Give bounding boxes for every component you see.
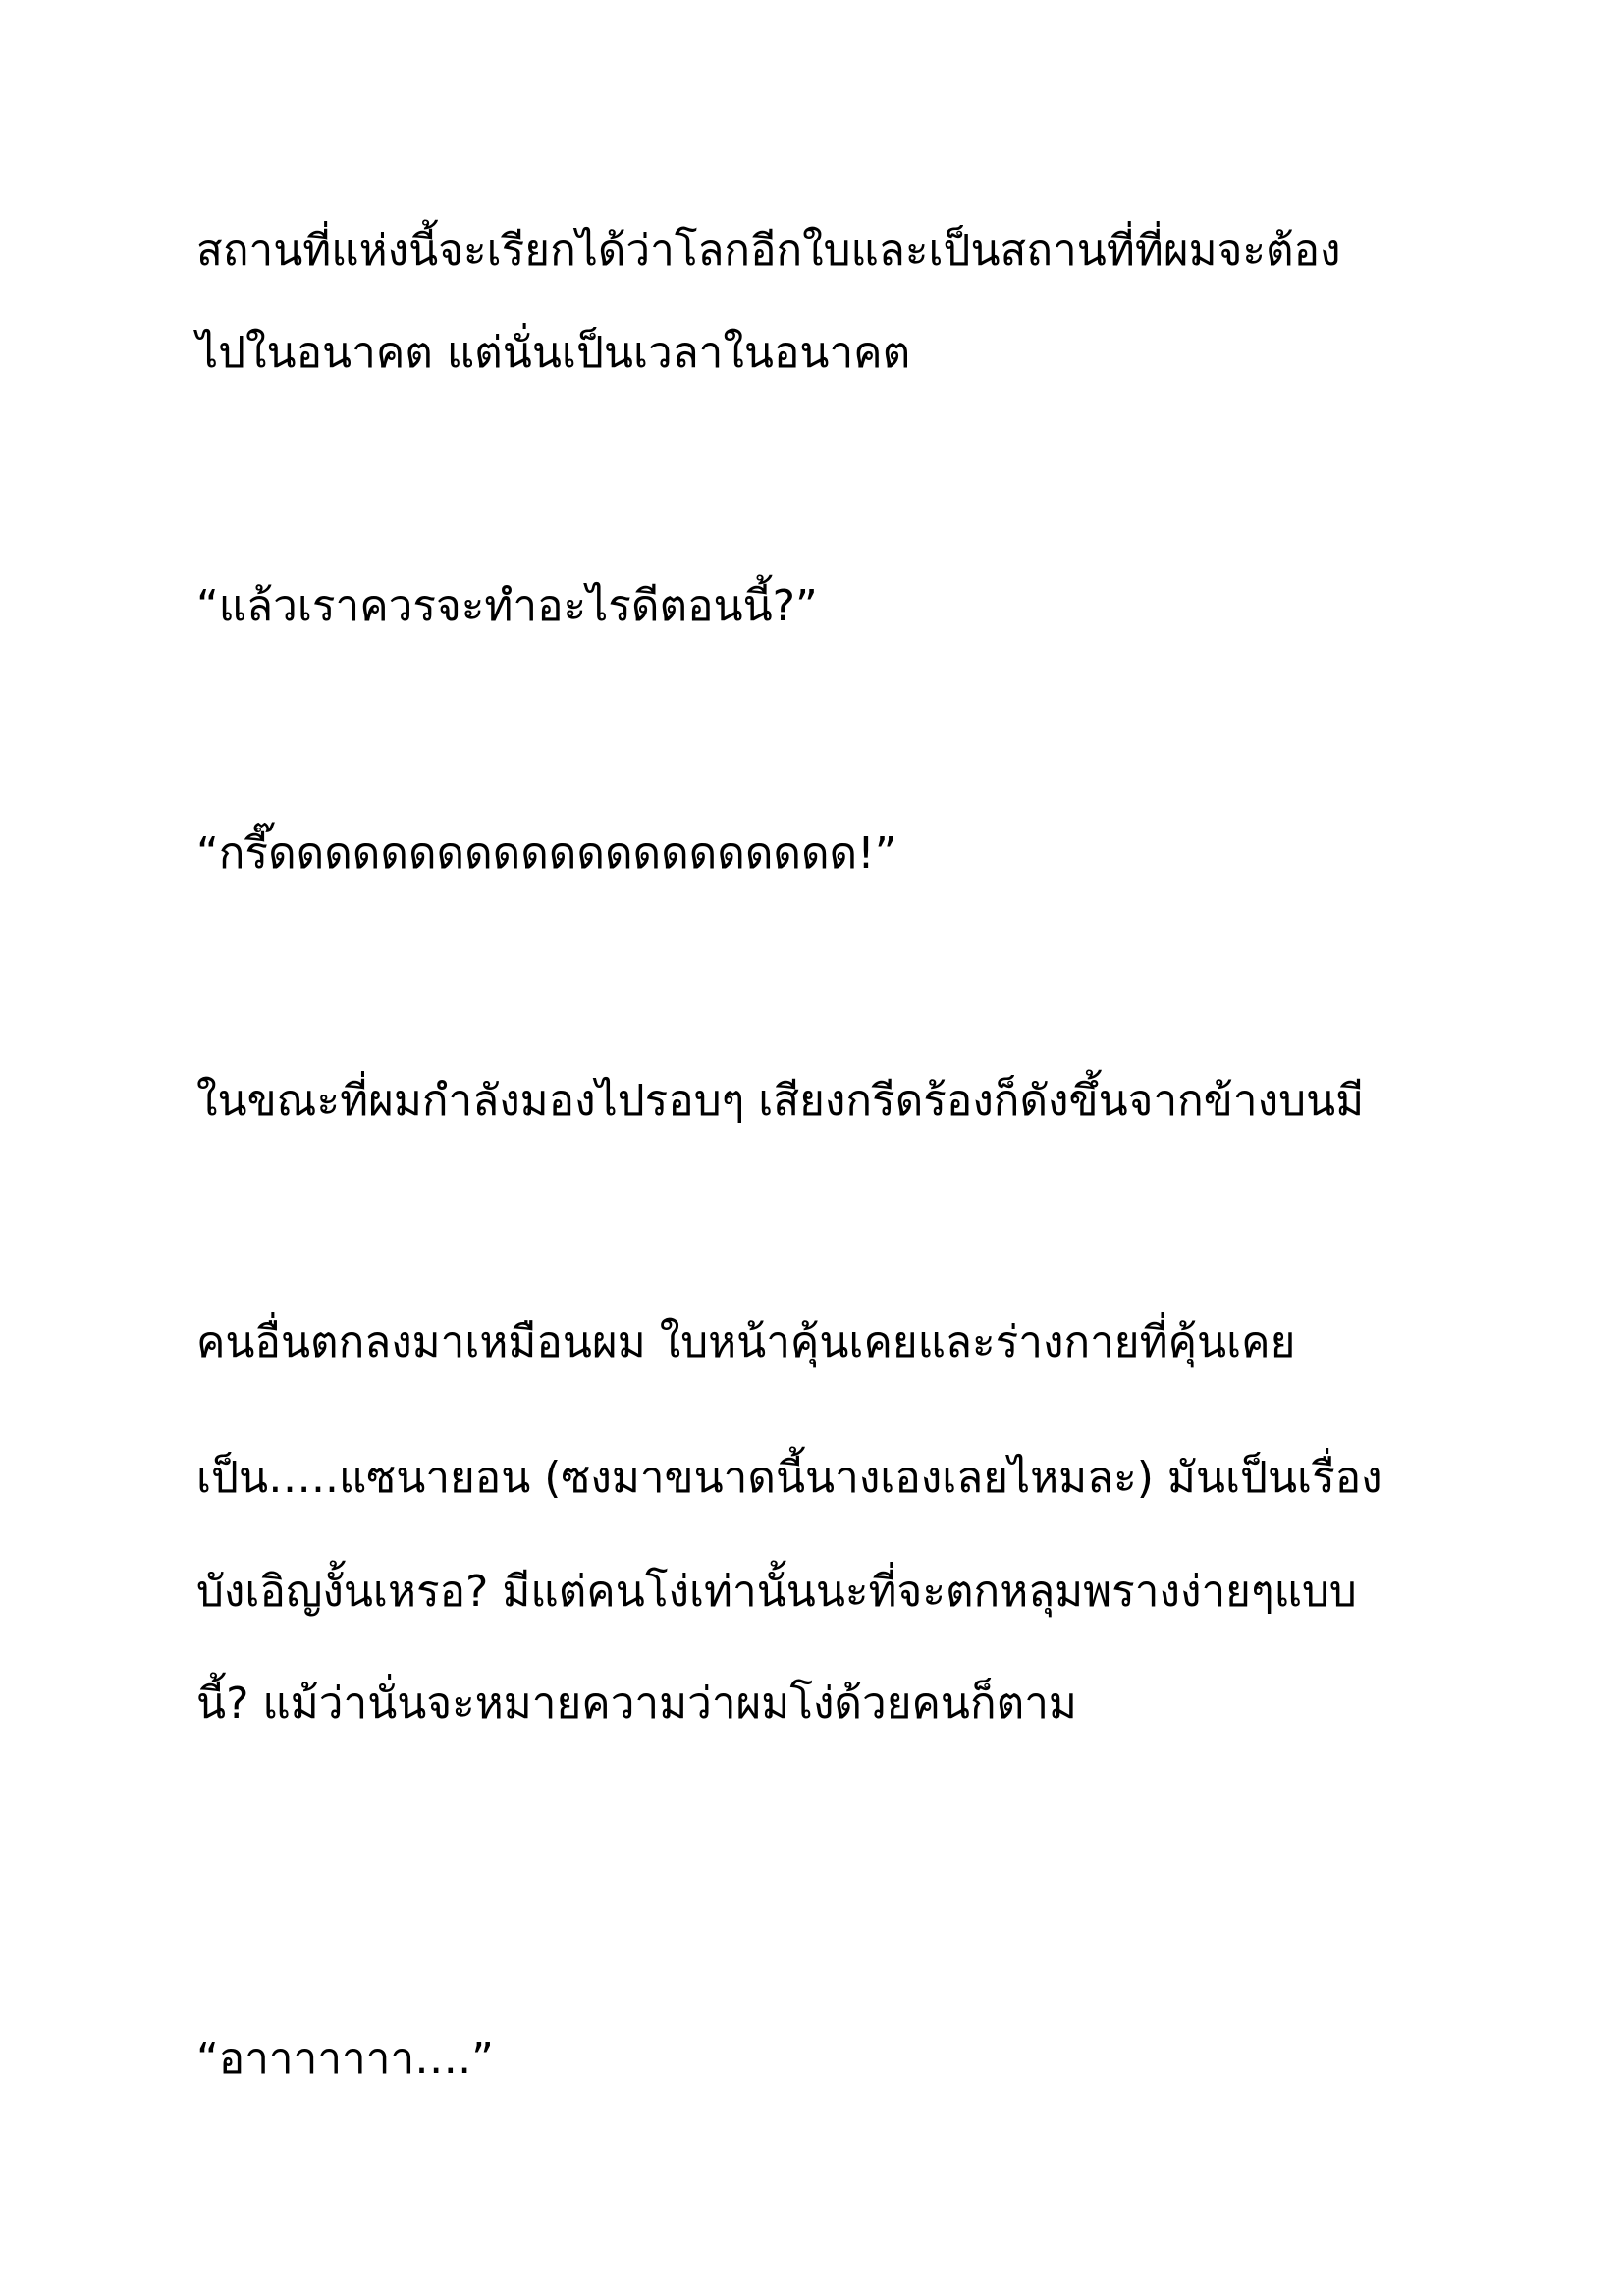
paragraph-5-line-3: บังเอิญงั้นเหรอ? มีแต่คนโง่เท่านั้นนะที่จะตกหลุมพรางง่ายๆแบบ — [196, 1567, 1357, 1617]
paragraph-1-line-2: ไปในอนาคต แต่นั่นเป็นเวลาในอนาคต — [196, 328, 911, 378]
paragraph-4-line-1: ในขณะที่ผมกำลังมองไปรอบๆ เสียงกรีดร้องก็ดังขึ้นจากข้างบนมี — [196, 1076, 1365, 1126]
paragraph-1-line-1: สถานที่แห่งนี้จะเรียกได้ว่าโลกอีกใบและเป็นสถานที่ที่ผมจะต้อง — [196, 226, 1341, 276]
paragraph-5-line-1: คนอื่นตกลงมาเหมือนผม ใบหน้าคุ้นเคยและร่างกายที่คุ้นเคย — [196, 1317, 1296, 1367]
dialogue-line-1: “แล้วเราควรจะทำอะไรดีตอนนี้?” — [196, 581, 818, 631]
dialogue-line-3: “อาาาาาาา….” — [196, 2034, 494, 2084]
dialogue-line-2: “กรี๊ดดดดดดดดดดดดดดดดดดดดด!” — [196, 828, 897, 879]
paragraph-5-line-2: เป็น…..แซนายอน (ซงมาขนาดนี้นางเองเลยไหมละ) มันเป็นเรื่อง — [196, 1453, 1382, 1503]
paragraph-5-line-4: นี้? แม้ว่านั่นจะหมายความว่าผมโง่ด้วยคนก็ตาม — [196, 1679, 1077, 1729]
